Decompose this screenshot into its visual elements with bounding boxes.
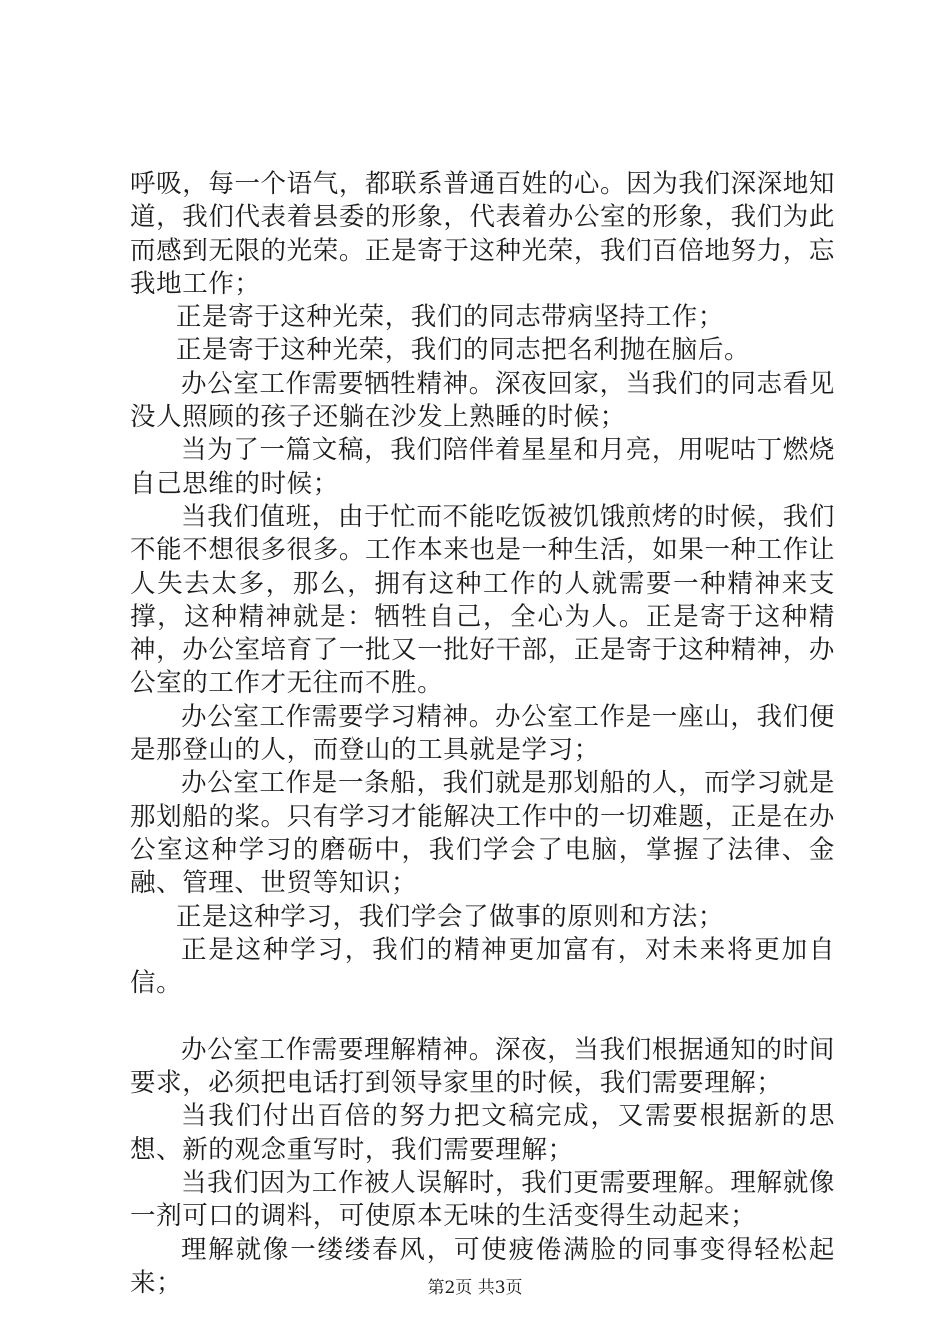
paragraph-continuation: 呼吸，每一个语气，都联系普通百姓的心。因为我们深深地知道，我们代表着县委的形象，代表着办公室的形象，我们为此而感到无限的光荣。正是寄于这种光荣，我们百倍地努力，忘我地工作； <box>130 169 835 299</box>
blank-line <box>130 1000 835 1033</box>
page-number-footer: 第2页 共3页 <box>427 1278 523 1298</box>
paragraph: 理解就像一缕缕春风，可使疲倦满脸的同事变得轻松起来； <box>130 1234 835 1298</box>
paragraph: 当我们值班，由于忙而不能吃饭被饥饿煎烤的时候，我们不能不想很多很多。工作本来也是一种生活，如果一种工作让人失去太多，那么，拥有这种工作的人就需要一种精神来支撑，这种精神就是：牺牲自己，全心为人。正是寄于这种精神，办公室培育了一批又一批好干部，正是寄于这种精神，办公室的工作才无往而不胜。 <box>130 501 835 699</box>
paragraph: 办公室工作是一条船，我们就是那划船的人，而学习就是那划船的桨。只有学习才能解决工作中的一切难题，正是在办公室这种学习的磨砺中，我们学会了电脑，掌握了法律、金融、管理、世贸等知识； <box>130 768 835 899</box>
paragraph: 正是寄于这种光荣，我们的同志带病坚持工作； <box>175 302 724 333</box>
paragraph: 正是这种学习，我们学会了做事的原则和方法； <box>175 901 724 932</box>
paragraph: 当我们付出百倍的努力把文稿完成，又需要根据新的思想、新的观念重写时，我们需要理解； <box>130 1101 835 1165</box>
paragraph: 正是这种学习，我们的精神更加富有，对未来将更加自信。 <box>130 934 835 999</box>
paragraph: 办公室工作需要牺牲精神。深夜回家，当我们的同志看见没人照顾的孩子还躺在沙发上熟睡的时候； <box>130 368 835 433</box>
paragraph: 正是寄于这种光荣，我们的同志把名利抛在脑后。 <box>175 335 751 366</box>
paragraph: 当我们因为工作被人误解时，我们更需要理解。理解就像一剂可口的调料，可使原本无味的生活变得生动起来； <box>130 1167 835 1232</box>
paragraph: 办公室工作需要理解精神。深夜，当我们根据通知的时间要求，必须把电话打到领导家里的时候，我们需要理解； <box>130 1034 835 1099</box>
paragraph: 当为了一篇文稿，我们陪伴着星星和月亮，用呢咕丁燃烧自己思维的时候； <box>130 435 835 499</box>
paragraph: 办公室工作需要学习精神。办公室工作是一座山，我们便是那登山的人，而登山的工具就是学习； <box>130 701 835 766</box>
document-body <box>130 168 835 1300</box>
